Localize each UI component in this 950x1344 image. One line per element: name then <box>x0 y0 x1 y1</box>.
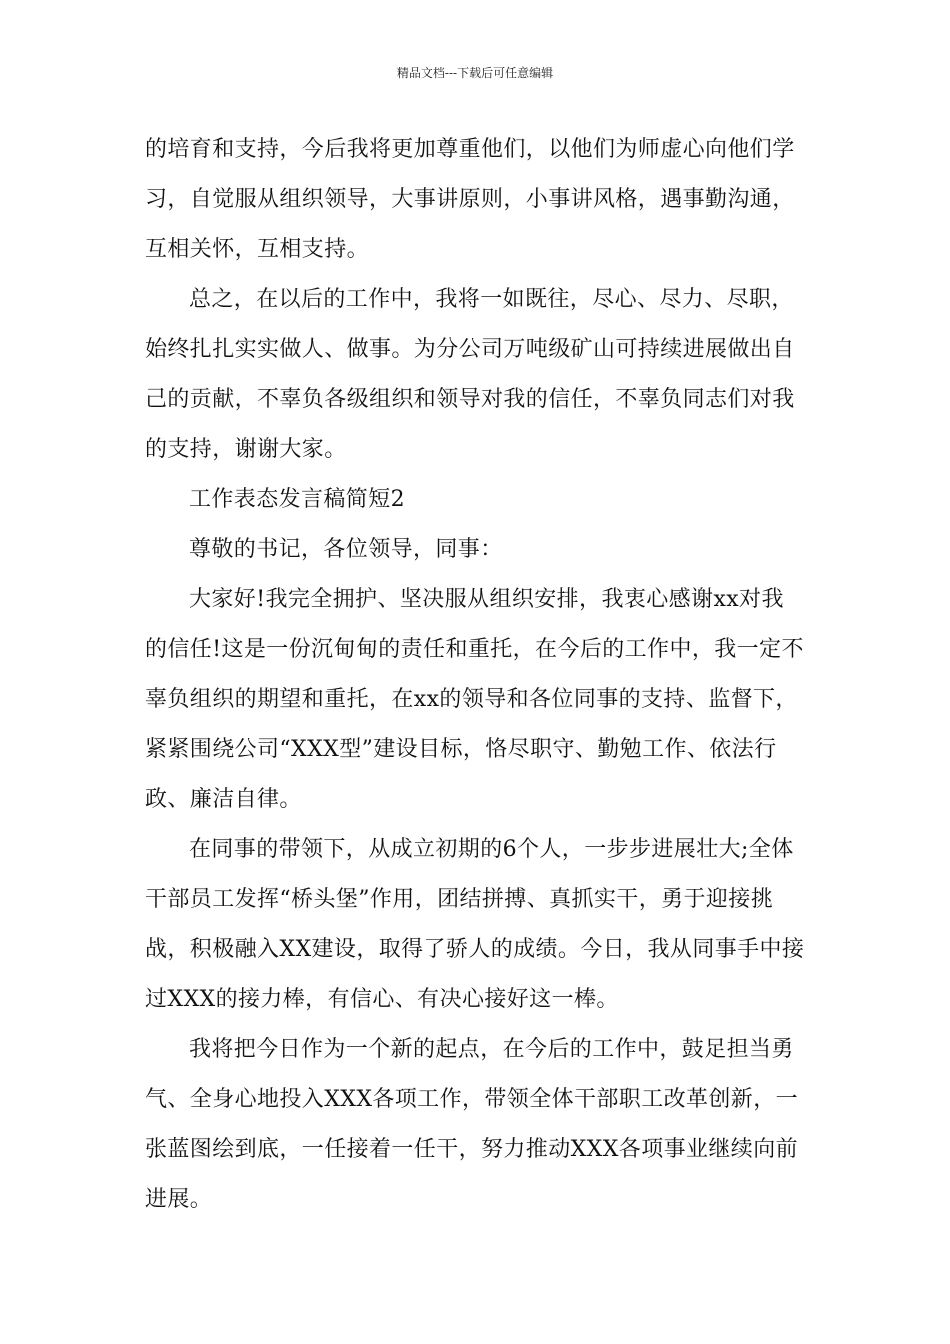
text-line: 辜负组织的期望和重托，在xx的领导和各位同事的支持、监督下， <box>145 687 798 712</box>
text-line: 的支持，谢谢大家。 <box>145 437 347 462</box>
text-line: 的培育和支持，今后我将更加尊重他们，以他们为师虚心向他们学 <box>145 137 795 162</box>
text-line: 总之，在以后的工作中，我将一如既往，尽心、尽力、尽职， <box>189 287 794 312</box>
text-line: 干部员工发挥“桥头堡”作用，团结拼搏、真抓实干，勇于迎接挑 <box>145 887 774 912</box>
text-line: 过XXX的接力棒，有信心、有决心接好这一棒。 <box>145 987 619 1012</box>
text-line: 始终扎扎实实做人、做事。为分公司万吨级矿山可持续进展做出自 <box>145 337 795 362</box>
text-line: 战，积极融入XX建设，取得了骄人的成绩。今日，我从同事手中接 <box>145 937 805 962</box>
text-line: 己的贡献，不辜负各级组织和领导对我的信任，不辜负同志们对我 <box>145 387 795 412</box>
text-line: 习，自觉服从组织领导，大事讲原则，小事讲风格，遇事勤沟通， <box>145 187 795 212</box>
text-line: 我将把今日作为一个新的起点，在今后的工作中，鼓足担当勇 <box>189 1037 794 1062</box>
page-header: 精品文档---下载后可任意编辑 <box>396 66 554 80</box>
text-line: 气、全身心地投入XXX各项工作，带领全体干部职工改革创新，一 <box>145 1087 798 1112</box>
text-line: 紧紧围绕公司“XXX型”建设目标，恪尽职守、勤勉工作、依法行 <box>145 737 777 762</box>
text-line: 进展。 <box>145 1187 213 1212</box>
text-line: 的信任!这是一份沉甸甸的责任和重托，在今后的工作中，我一定不 <box>145 637 804 662</box>
text-line: 张蓝图绘到底，一任接着一任干，努力推动XXX各项事业继续向前 <box>145 1137 798 1162</box>
salutation: 尊敬的书记，各位领导，同事： <box>189 537 503 562</box>
text-line: 在同事的带领下，从成立初期的6个人，一步步进展壮大;全体 <box>189 837 794 862</box>
text-line: 大家好!我完全拥护、坚决服从组织安排，我衷心感谢xx对我 <box>189 587 784 612</box>
text-line: 互相关怀，互相支持。 <box>145 237 370 262</box>
section-heading: 工作表态发言稿简短2 <box>189 487 405 512</box>
text-line: 政、廉洁自律。 <box>145 787 302 812</box>
